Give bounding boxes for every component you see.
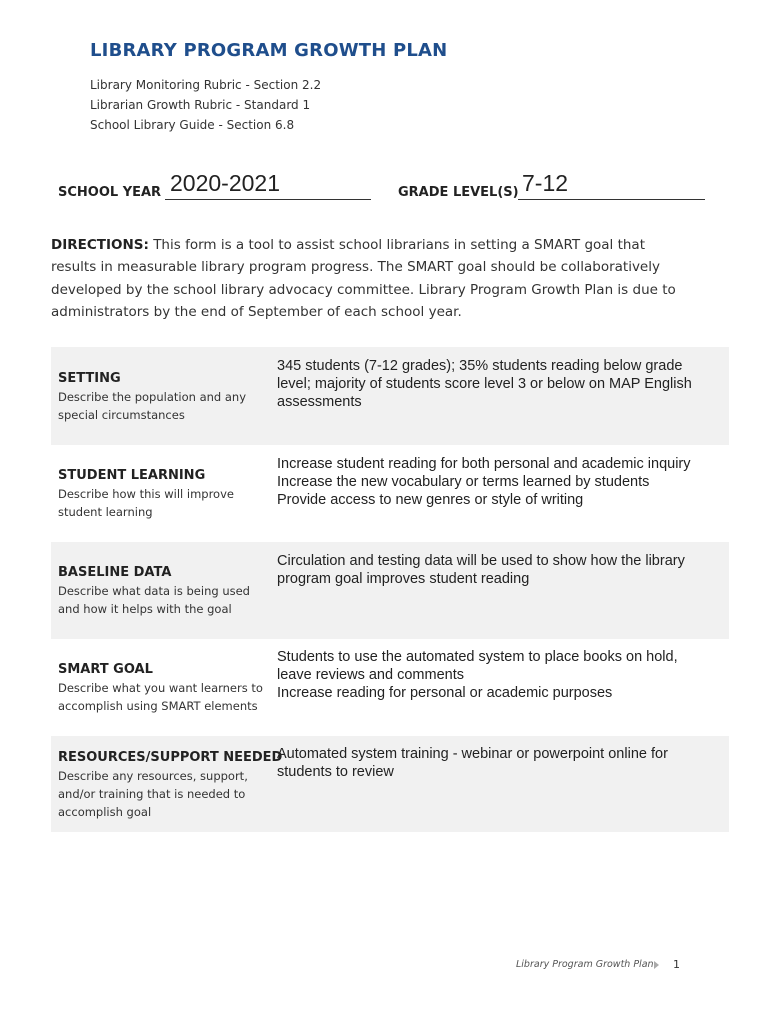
row-heading: SMART GOAL xyxy=(58,662,153,677)
response-line: 345 students (7-12 grades); 35% students reading below grade xyxy=(277,358,683,374)
directions-text: This form is a tool to assist school librarians in setting a SMART goal that results in measurable library program progress. The SMART goal should be collaboratively developed by the school library advocacy committee. Library Program Growth Plan is due to administrators by the end of September of each school year. xyxy=(51,237,676,320)
grade-level-field[interactable]: 7-12 xyxy=(522,170,569,196)
response-line: program goal improves student reading xyxy=(277,571,530,588)
reference-item: Librarian Growth Rubric - Standard 1 xyxy=(90,98,311,112)
response-line: Increase student reading for both personal and academic inquiry xyxy=(277,456,691,472)
reference-list xyxy=(90,75,321,135)
arrow-right-icon xyxy=(654,961,659,969)
row-description: Describe what you want learners to accomplish using SMART elements xyxy=(58,681,263,713)
response-line: Increase reading for personal or academic purposes xyxy=(277,685,613,702)
baseline-data-row xyxy=(51,542,729,639)
reference-item: Library Monitoring Rubric - Section 2.2 xyxy=(90,78,322,92)
response-line: Automated system training - webinar or powerpoint online for xyxy=(277,746,668,762)
response-line: Circulation and testing data will be used to show how the library xyxy=(277,553,685,569)
response-line: students to review xyxy=(277,764,394,781)
footer-doc-name: Library Program Growth Plan xyxy=(516,959,654,970)
row-description: Describe how this will improve student learning xyxy=(58,487,234,519)
smart-goal-row xyxy=(51,639,729,736)
baseline-data-response[interactable] xyxy=(277,552,723,588)
student-learning-row xyxy=(51,445,729,542)
response-line: Students to use the automated system to place books on hold, xyxy=(277,649,678,665)
smart-goal-response[interactable] xyxy=(277,648,723,703)
grade-level-line xyxy=(518,199,705,200)
school-year-line xyxy=(165,199,371,200)
page-title: LIBRARY PROGRAM GROWTH PLAN xyxy=(90,40,448,61)
row-description: Describe what data is being used and how it helps with the goal xyxy=(58,584,250,616)
response-line: level; majority of students score level 3 or below on MAP English xyxy=(277,376,692,393)
directions-paragraph xyxy=(51,234,691,323)
row-heading: SETTING xyxy=(58,371,121,386)
school-year-label: SCHOOL YEAR xyxy=(58,185,162,200)
response-line: leave reviews and comments xyxy=(277,667,464,684)
response-line: Provide access to new genres or style of writing xyxy=(277,492,584,509)
directions-label: DIRECTIONS: xyxy=(51,237,149,253)
response-line: assessments xyxy=(277,394,362,411)
row-description: Describe the population and any special circumstances xyxy=(58,390,247,422)
row-heading: RESOURCES/SUPPORT NEEDED xyxy=(58,750,283,765)
resources-row xyxy=(51,736,729,832)
reference-item: School Library Guide - Section 6.8 xyxy=(90,118,295,132)
student-learning-response[interactable] xyxy=(277,455,723,510)
row-heading: BASELINE DATA xyxy=(58,565,172,580)
setting-row xyxy=(51,347,729,445)
grade-level-label: GRADE LEVEL(S) xyxy=(398,185,519,200)
row-heading: STUDENT LEARNING xyxy=(58,468,206,483)
row-description: Describe any resources, support, and/or training that is needed to accomplish goal xyxy=(58,769,248,819)
school-year-field[interactable]: 2020-2021 xyxy=(170,170,280,196)
setting-response[interactable] xyxy=(277,357,723,412)
resources-response[interactable] xyxy=(277,745,723,781)
page-number: 1 xyxy=(673,958,680,971)
response-line: Increase the new vocabulary or terms learned by students xyxy=(277,474,650,491)
